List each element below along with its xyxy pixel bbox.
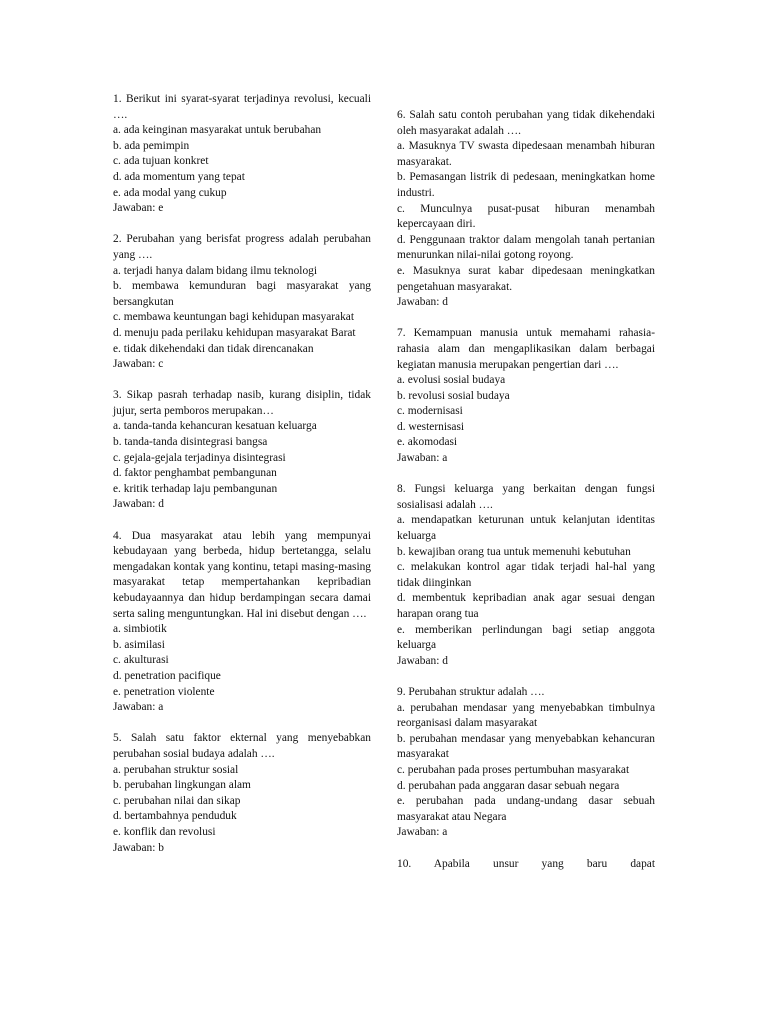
option-e: e. perubahan pada undang-undang dasar sebuah masyarakat atau Negara	[397, 795, 655, 823]
option-b: b. perubahan lingkungan alam	[113, 779, 251, 792]
answer: Jawaban: d	[113, 498, 164, 511]
option-a: a. terjadi hanya dalam bidang ilmu teknologi	[113, 264, 318, 277]
question-9	[397, 685, 655, 841]
answer: Jawaban: d	[397, 296, 448, 309]
option-c: c. gejala-gejala terjadinya disintegrasi	[113, 451, 286, 464]
option-a: a. simbiotik	[113, 623, 167, 636]
option-a: a. tanda-tanda kehancuran kesatuan keluarga	[113, 420, 317, 433]
option-d: d. ada momentum yang tepat	[113, 170, 245, 183]
answer: Jawaban: b	[113, 841, 164, 854]
option-b: b. Pemasangan listrik di pedesaan, meningkatkan home industri.	[397, 171, 655, 199]
option-a: a. ada keinginan masyarakat untuk berubahan	[113, 124, 322, 137]
question-5	[113, 731, 371, 856]
option-c: c. ada tujuan konkret	[113, 155, 209, 168]
option-d: d. Penggunaan traktor dalam mengolah tanah pertanian menurunkan nilai-nilai gotong royong.	[397, 233, 655, 262]
option-e: e. tidak dikehendaki dan tidak direncanakan	[113, 342, 314, 355]
option-b: b. kewajiban orang tua untuk memenuhi kebutuhan	[397, 545, 631, 558]
option-a: a. perubahan mendasar yang menyebabkan timbulnya reorganisasi dalam masyarakat	[397, 701, 655, 730]
option-a: a. mendapatkan keturunan untuk kelanjutan identitas keluarga	[397, 514, 655, 543]
option-c: c. perubahan pada proses pertumbuhan masyarakat	[397, 763, 630, 776]
option-d: d. westernisasi	[397, 420, 465, 433]
option-d: d. perubahan pada anggaran dasar sebuah negara	[397, 779, 620, 792]
option-b: b. ada pemimpin	[113, 139, 190, 152]
option-b: b. perubahan mendasar yang menyebabkan kehancuran masyarakat	[397, 732, 655, 761]
option-b: b. asimilasi	[113, 638, 165, 651]
option-d: d. penetration pacifique	[113, 669, 221, 682]
answer: Jawaban: a	[113, 701, 164, 714]
option-e: e. ada modal yang cukup	[113, 186, 227, 199]
option-e: e. Masuknya surat kabar dipedesaan meningkatkan pengetahuan masyarakat.	[397, 264, 655, 293]
option-e: e. akomodasi	[397, 436, 458, 449]
option-d: d. bertambahnya penduduk	[113, 810, 237, 823]
left-column	[113, 92, 371, 872]
question-1	[113, 92, 371, 217]
answer: Jawaban: a	[397, 452, 448, 465]
question-7	[397, 326, 655, 466]
answer: Jawaban: a	[397, 826, 448, 839]
option-c: c. akulturasi	[113, 654, 169, 667]
option-e: e. memberikan perlindungan bagi setiap anggota keluarga	[397, 623, 655, 652]
option-c: c. melakukan kontrol agar tidak terjadi hal-hal yang tidak diinginkan	[397, 561, 655, 589]
option-b: b. tanda-tanda disintegrasi bangsa	[113, 436, 268, 449]
question-text: 8. Fungsi keluarga yang berkaitan dengan fungsi sosialisasi adalah ….	[397, 483, 655, 511]
question-text: 10. Apabila unsur yang baru dapat	[397, 857, 655, 870]
option-c: c. Munculnya pusat-pusat hiburan menambah kepercayaan diri.	[397, 202, 655, 231]
question-text: 5. Salah satu faktor ekternal yang menyebabkan perubahan sosial budaya adalah ….	[113, 732, 371, 760]
option-c: c. perubahan nilai dan sikap	[113, 794, 241, 807]
option-e: e. konflik dan revolusi	[113, 825, 216, 838]
question-text: 2. Perubahan yang berisfat progress adalah perubahan yang ….	[113, 233, 371, 261]
question-3	[113, 388, 371, 513]
answer: Jawaban: c	[113, 358, 164, 371]
question-text: 3. Sikap pasrah terhadap nasib, kurang disiplin, tidak jujur, serta pemboros merupakan…	[113, 389, 371, 417]
option-c: c. modernisasi	[397, 405, 463, 418]
option-b: b. revolusi sosial budaya	[397, 389, 510, 402]
question-8	[397, 482, 655, 669]
question-text: 1. Berikut ini syarat-syarat terjadinya revolusi, kecuali ….	[113, 93, 371, 121]
question-4	[113, 529, 371, 716]
option-a: a. perubahan struktur sosial	[113, 763, 239, 776]
option-d: d. menuju pada perilaku kehidupan masyarakat Barat	[113, 326, 356, 339]
option-e: e. kritik terhadap laju pembangunan	[113, 482, 278, 495]
question-10	[397, 857, 655, 873]
option-d: d. faktor penghambat pembangunan	[113, 467, 277, 480]
question-2	[113, 232, 371, 372]
answer: Jawaban: d	[397, 654, 448, 667]
right-column	[397, 108, 655, 888]
option-c: c. membawa keuntungan bagi kehidupan masyarakat	[113, 311, 355, 324]
question-text: 4. Dua masyarakat atau lebih yang mempunyai kebudayaan yang berbeda, hidup bertetangga, selalu mengadakan kontak yang kontinu, tetapi masing-masing masyarakat tetap mempertahankan kepribadian kebudayaannya dan hidup berdampingan secara damai serta saling menguntungkan. Hal ini disebut dengan ….	[113, 529, 371, 620]
question-text: 9. Perubahan struktur adalah ….	[397, 685, 545, 698]
option-e: e. penetration violente	[113, 685, 215, 698]
answer: Jawaban: e	[113, 202, 164, 215]
option-a: a. evolusi sosial budaya	[397, 374, 506, 387]
option-d: d. membentuk kepribadian anak agar sesuai dengan harapan orang tua	[397, 592, 655, 620]
question-6	[397, 108, 655, 311]
question-text: 6. Salah satu contoh perubahan yang tidak dikehendaki oleh masyarakat adalah ….	[397, 109, 655, 137]
option-b: b. membawa kemunduran bagi masyarakat yang bersangkutan	[113, 280, 371, 308]
question-text: 7. Kemampuan manusia untuk memahami rahasia-rahasia alam dan mengaplikasikan dalam berbagai kegiatan manusia merupakan pengertian dari ….	[397, 327, 655, 371]
option-a: a. Masuknya TV swasta dipedesaan menambah hiburan masyarakat.	[397, 140, 655, 168]
